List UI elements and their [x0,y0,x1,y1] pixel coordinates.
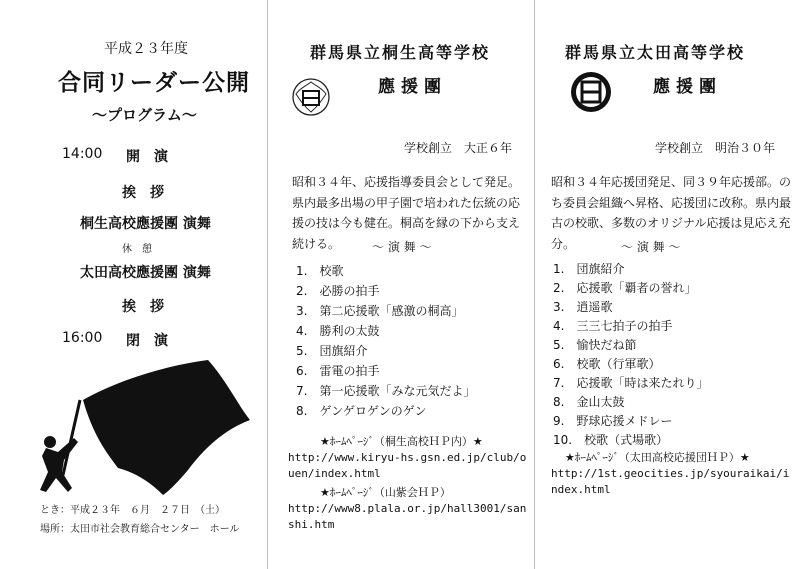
list-item: 6. 校歌（行軍歌） [553,357,661,371]
end-label: 閉 演 [126,333,168,349]
kiryu-description: 昭和３４年、応援指導委員会として発足。県内最多出場の甲子園で培われた伝統の応援の技は今も健在。桐高を縁の下から支え続ける。 [292,175,521,251]
greeting-2: 挨 拶 [122,299,164,315]
kiryu-ouendan: 應援團 [378,77,447,97]
list-item: 9. 野球応援メドレー [553,414,673,428]
ota-description: 昭和３４年応援団発足、同３９年応援部。のち委員会組織へ昇格、応援団に改称。県内最古の校歌、多数のオリジナル応援は見応え充分。 [551,175,792,251]
list-item: 3. 第二応援歌「感激の桐高」 [296,304,464,318]
kiryu-founded: 学校創立 大正６年 [404,141,513,155]
kiryu-homepage-title: ★ﾎｰﾑﾍﾟｰｼﾞ（桐生高校ＨＰ内）★ [320,435,483,448]
event-title: 合同リーダー公開 [58,70,250,96]
list-item: 2. 応援歌「覇者の誉れ」 [553,281,697,295]
ota-homepage-title: ★ﾎｰﾑﾍﾟｰｼﾞ（太田高校応援団ＨＰ）★ [565,451,750,464]
performance-2: 太田高校應援團 演舞 [80,265,211,281]
left-panel [0,0,267,569]
list-item: 7. 第一応援歌「みな元気だよ」 [296,384,476,398]
event-date: とき：平成２３年 ６月 ２７日 （土） [40,505,225,516]
ota-founded: 学校創立 明治３０年 [655,141,776,155]
list-item: 6. 雷電の拍手 [296,364,380,378]
kiryu-school-name: 群馬県立桐生高等学校 [310,43,491,62]
greeting-1: 挨 拶 [122,185,164,201]
list-item: 3. 逍遥歌 [553,300,613,314]
list-item: 8. ゲンゲロゲンのゲン [296,404,427,418]
list-item: 1. 団旗紹介 [553,262,625,276]
sanshikai-homepage-title: ★ﾎｰﾑﾍﾟｰｼﾞ（山紫会ＨＰ） [320,486,451,499]
event-year: 平成２３年度 [104,41,188,57]
sanshikai-homepage-link[interactable]: http://www8.plala.or.jp/hall3001/sanshi.htm [288,502,527,531]
ota-homepage-link[interactable]: http://1st.geocities.jp/syouraikai/index.html [551,467,790,496]
ota-school-name: 群馬県立太田高等学校 [565,43,746,62]
list-item: 2. 必勝の拍手 [296,284,380,298]
ota-program-title: 〜 演 舞 〜 [621,240,681,254]
kiryu-program-title: 〜 演 舞 〜 [372,240,432,254]
ota-panel [535,0,800,569]
start-label: 開 演 [126,149,168,165]
flag-bearer-icon [28,360,258,500]
list-item: 7. 応援歌「時は来たれり」 [553,376,709,390]
list-item: 5. 愉快だね節 [553,338,637,352]
list-item: 4. 勝利の太鼓 [296,324,380,338]
kiryu-panel [268,0,534,569]
list-item: 5. 団旗紹介 [296,344,368,358]
event-place: 場所：太田市社会教育総合センター ホール [40,524,240,535]
ota-ouendan: 應援團 [653,77,722,97]
end-time: 16:00 [62,330,103,346]
list-item: 8. 金山太鼓 [553,395,625,409]
list-item: 10. 校歌（式場歌） [553,433,669,447]
break-label: 休 憩 [122,244,152,255]
performance-1: 桐生高校應援團 演舞 [80,216,211,232]
list-item: 1. 校歌 [296,264,344,278]
list-item: 4. 三三七拍子の拍手 [553,319,673,333]
kiryu-emblem-icon [290,76,332,118]
start-time: 14:00 [62,146,103,162]
ota-emblem-icon [569,70,613,114]
kiryu-homepage-link[interactable]: http://www.kiryu-hs.gsn.ed.jp/club/ouen/index.html [288,451,527,480]
program-heading: 〜プログラム〜 [92,106,197,124]
